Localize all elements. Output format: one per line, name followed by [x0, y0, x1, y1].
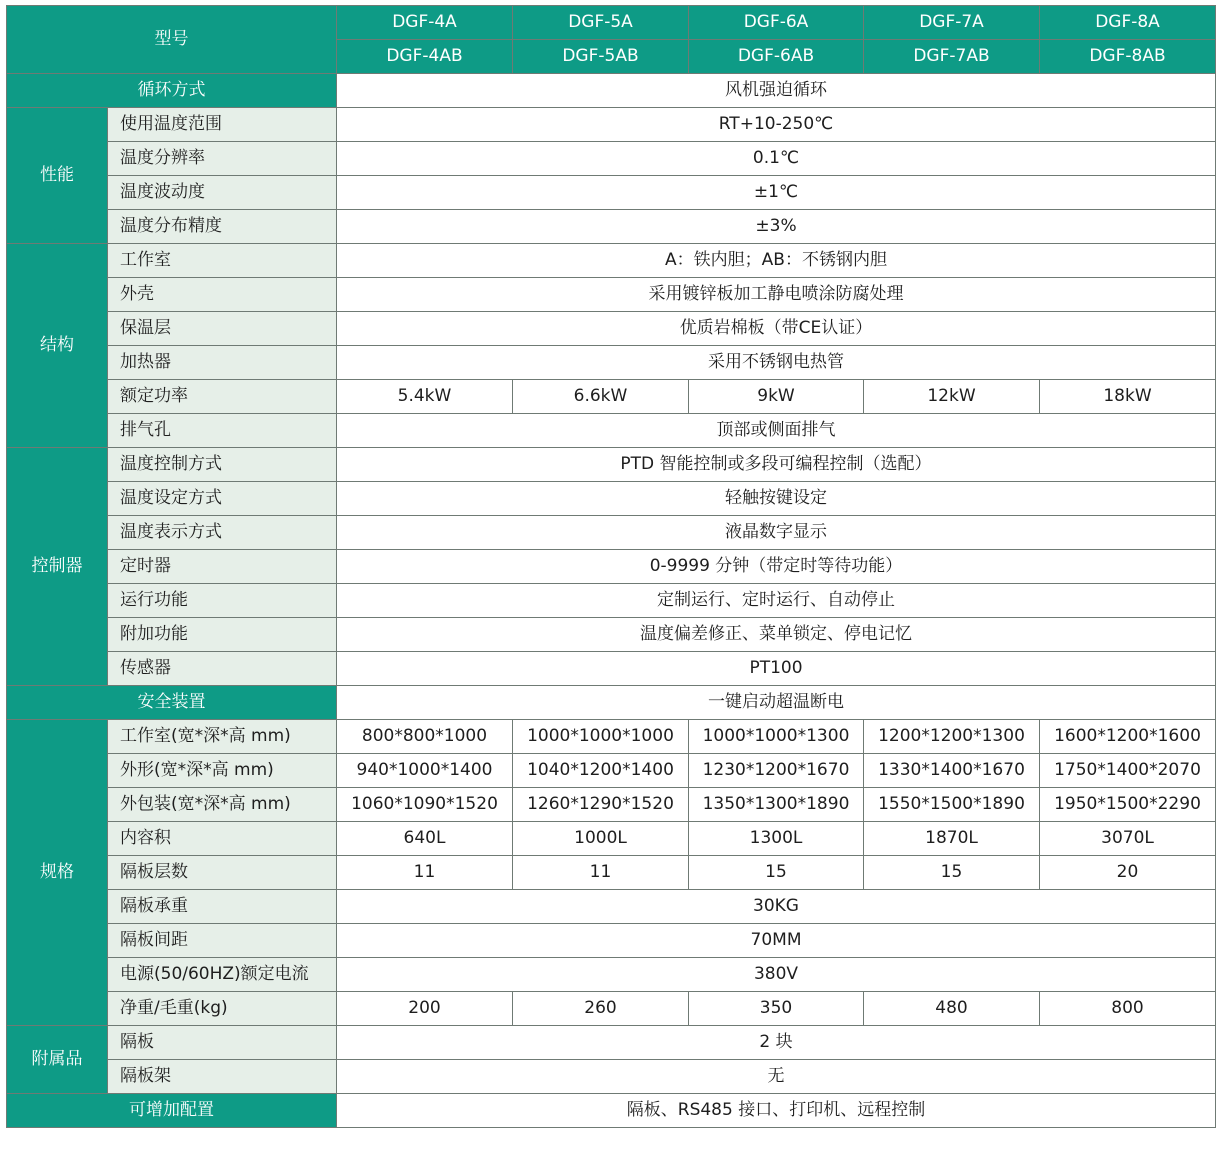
header-row-a: [7, 6, 1216, 40]
row-value: 1200*1200*1300: [864, 720, 1040, 754]
circulation-value: 风机强迫循环: [337, 74, 1216, 108]
safety-row: [7, 686, 1216, 720]
row-value: 800*800*1000: [337, 720, 513, 754]
spec-table: [6, 5, 1216, 1128]
row-value: 30KG: [337, 890, 1216, 924]
accessories-group-label: 附属品: [7, 1026, 108, 1094]
row-value: 15: [689, 856, 864, 890]
row-value: 1870L: [864, 822, 1040, 856]
controller-row: [7, 516, 1216, 550]
specs-row: [7, 924, 1216, 958]
controller-row: [7, 448, 1216, 482]
row-label: 使用温度范围: [108, 108, 337, 142]
row-value: 1300L: [689, 822, 864, 856]
row-value: 0-9999 分钟（带定时等待功能）: [337, 550, 1216, 584]
row-value: 350: [689, 992, 864, 1026]
row-value: 2 块: [337, 1026, 1216, 1060]
structure-row: [7, 278, 1216, 312]
row-label: 加热器: [108, 346, 337, 380]
row-value: 380V: [337, 958, 1216, 992]
row-value: 5.4kW: [337, 380, 513, 414]
row-value: 200: [337, 992, 513, 1026]
performance-group-label: 性能: [7, 108, 108, 244]
row-value: 640L: [337, 822, 513, 856]
performance-row: [7, 108, 1216, 142]
row-value: 1000*1000*1000: [513, 720, 689, 754]
row-value: 顶部或侧面排气: [337, 414, 1216, 448]
row-value: 1600*1200*1600: [1040, 720, 1216, 754]
row-value: 11: [337, 856, 513, 890]
row-value: 20: [1040, 856, 1216, 890]
specs-row: [7, 822, 1216, 856]
row-label: 定时器: [108, 550, 337, 584]
structure-group-label: 结构: [7, 244, 108, 448]
row-value: 15: [864, 856, 1040, 890]
row-value: 定制运行、定时运行、自动停止: [337, 584, 1216, 618]
row-value: 采用镀锌板加工静电喷涂防腐处理: [337, 278, 1216, 312]
row-value: ±1℃: [337, 176, 1216, 210]
row-value: 温度偏差修正、菜单锁定、停电记忆: [337, 618, 1216, 652]
row-label: 温度控制方式: [108, 448, 337, 482]
row-value: 无: [337, 1060, 1216, 1094]
row-value: RT+10-250℃: [337, 108, 1216, 142]
row-value: 6.6kW: [513, 380, 689, 414]
specs-row: [7, 992, 1216, 1026]
row-label: 内容积: [108, 822, 337, 856]
model-a-cell: DGF-8A: [1040, 6, 1216, 40]
safety-label: 安全装置: [7, 686, 337, 720]
row-label: 隔板层数: [108, 856, 337, 890]
row-label: 净重/毛重(kg): [108, 992, 337, 1026]
row-label: 隔板承重: [108, 890, 337, 924]
row-value: 1040*1200*1400: [513, 754, 689, 788]
row-value: 260: [513, 992, 689, 1026]
row-label: 温度设定方式: [108, 482, 337, 516]
specs-row: [7, 720, 1216, 754]
structure-row: [7, 346, 1216, 380]
row-value: 1060*1090*1520: [337, 788, 513, 822]
controller-row: [7, 550, 1216, 584]
row-value: 12kW: [864, 380, 1040, 414]
row-label: 温度分辨率: [108, 142, 337, 176]
row-label: 温度分布精度: [108, 210, 337, 244]
model-a-cell: DGF-7A: [864, 6, 1040, 40]
controller-group-label: 控制器: [7, 448, 108, 686]
circulation-row: [7, 74, 1216, 108]
row-value: 3070L: [1040, 822, 1216, 856]
row-value: 11: [513, 856, 689, 890]
structure-row: [7, 312, 1216, 346]
structure-row: [7, 244, 1216, 278]
row-value: 1350*1300*1890: [689, 788, 864, 822]
row-value: 70MM: [337, 924, 1216, 958]
performance-row: [7, 176, 1216, 210]
row-value: 9kW: [689, 380, 864, 414]
row-label: 温度表示方式: [108, 516, 337, 550]
row-value: 940*1000*1400: [337, 754, 513, 788]
row-value: 1230*1200*1670: [689, 754, 864, 788]
row-value: 1260*1290*1520: [513, 788, 689, 822]
row-label: 附加功能: [108, 618, 337, 652]
row-value: ±3%: [337, 210, 1216, 244]
row-label: 隔板间距: [108, 924, 337, 958]
specs-row: [7, 754, 1216, 788]
row-label: 排气孔: [108, 414, 337, 448]
structure-row: [7, 414, 1216, 448]
row-value: PT100: [337, 652, 1216, 686]
row-label: 外包装(宽*深*高 mm): [108, 788, 337, 822]
row-value: 480: [864, 992, 1040, 1026]
row-value: 采用不锈钢电热管: [337, 346, 1216, 380]
row-value: 1550*1500*1890: [864, 788, 1040, 822]
row-label: 保温层: [108, 312, 337, 346]
row-value: 1000L: [513, 822, 689, 856]
row-value: 800: [1040, 992, 1216, 1026]
model-ab-cell: DGF-7AB: [864, 40, 1040, 74]
performance-row: [7, 142, 1216, 176]
model-a-cell: DGF-5A: [513, 6, 689, 40]
row-label: 温度波动度: [108, 176, 337, 210]
model-ab-cell: DGF-5AB: [513, 40, 689, 74]
accessories-row: [7, 1026, 1216, 1060]
row-label: 运行功能: [108, 584, 337, 618]
performance-row: [7, 210, 1216, 244]
model-label: 型号: [7, 6, 337, 74]
structure-row: [7, 380, 1216, 414]
row-label: 隔板: [108, 1026, 337, 1060]
specs-row: [7, 788, 1216, 822]
row-label: 额定功率: [108, 380, 337, 414]
row-value: PTD 智能控制或多段可编程控制（选配）: [337, 448, 1216, 482]
safety-value: 一键启动超温断电: [337, 686, 1216, 720]
row-label: 外壳: [108, 278, 337, 312]
model-a-cell: DGF-4A: [337, 6, 513, 40]
row-value: 1750*1400*2070: [1040, 754, 1216, 788]
row-value: 液晶数字显示: [337, 516, 1216, 550]
accessories-row: [7, 1060, 1216, 1094]
options-value: 隔板、RS485 接口、打印机、远程控制: [337, 1094, 1216, 1128]
row-value: 0.1℃: [337, 142, 1216, 176]
options-label: 可增加配置: [7, 1094, 337, 1128]
circulation-label: 循环方式: [7, 74, 337, 108]
specs-group-label: 规格: [7, 720, 108, 1026]
controller-row: [7, 618, 1216, 652]
specs-row: [7, 890, 1216, 924]
row-value: 1950*1500*2290: [1040, 788, 1216, 822]
row-value: 优质岩棉板（带CE认证）: [337, 312, 1216, 346]
row-value: 轻触按键设定: [337, 482, 1216, 516]
row-label: 隔板架: [108, 1060, 337, 1094]
row-label: 外形(宽*深*高 mm): [108, 754, 337, 788]
model-ab-cell: DGF-8AB: [1040, 40, 1216, 74]
row-label: 传感器: [108, 652, 337, 686]
controller-row: [7, 482, 1216, 516]
controller-row: [7, 584, 1216, 618]
specs-row: [7, 958, 1216, 992]
row-value: 1000*1000*1300: [689, 720, 864, 754]
row-value: 18kW: [1040, 380, 1216, 414]
model-ab-cell: DGF-4AB: [337, 40, 513, 74]
row-label: 工作室(宽*深*高 mm): [108, 720, 337, 754]
row-label: 电源(50/60HZ)额定电流: [108, 958, 337, 992]
model-a-cell: DGF-6A: [689, 6, 864, 40]
row-value: A：铁内胆；AB：不锈钢内胆: [337, 244, 1216, 278]
specs-row: [7, 856, 1216, 890]
model-ab-cell: DGF-6AB: [689, 40, 864, 74]
row-value: 1330*1400*1670: [864, 754, 1040, 788]
options-row: [7, 1094, 1216, 1128]
controller-row: [7, 652, 1216, 686]
row-label: 工作室: [108, 244, 337, 278]
